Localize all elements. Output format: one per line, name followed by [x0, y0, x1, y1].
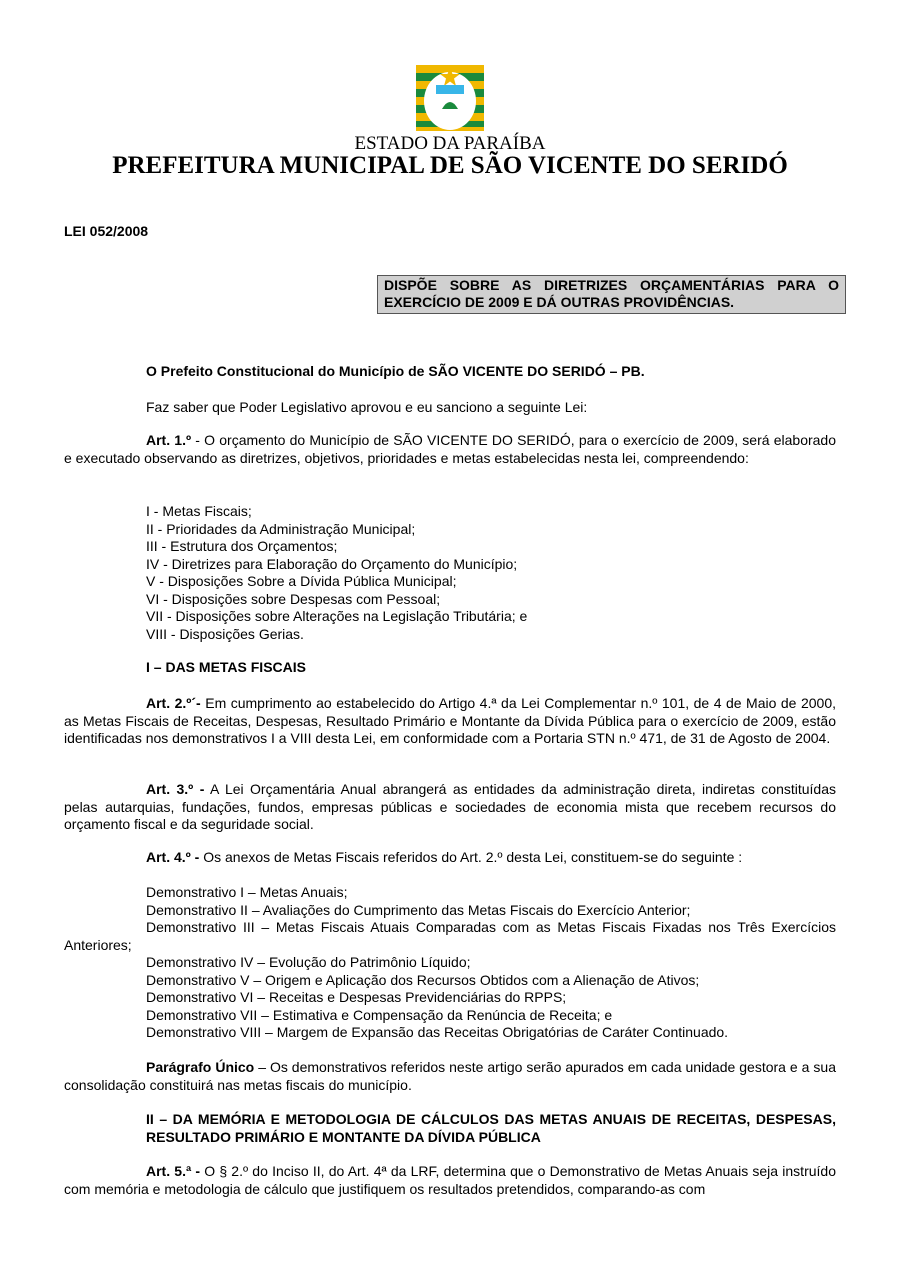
- article-label: Art. 3.º -: [146, 781, 205, 797]
- paragraph-text: – Os demonstrativos referidos neste artigo serão apurados em cada unidade gestora e a sua consolidação constituirá nas metas fiscais do município.: [64, 1059, 836, 1093]
- municipality-title: PREFEITURA MUNICIPAL DE SÃO VICENTE DO SERIDÓ: [112, 152, 788, 179]
- article-label: Art. 1.º: [146, 432, 192, 448]
- article-3: [64, 781, 836, 834]
- law-number: LEI 052/2008: [64, 223, 149, 239]
- list-item: Demonstrativo III – Metas Fiscais Atuais Comparadas com as Metas Fiscais Fixadas nos Três Exercícios Anteriores;: [64, 919, 836, 953]
- section-heading: I – DAS METAS FISCAIS: [146, 659, 306, 675]
- list-item: Demonstrativo V – Origem e Aplicação dos Recursos Obtidos com a Alienação de Ativos;: [146, 971, 700, 988]
- section-heading: II – DA MEMÓRIA E METODOLOGIA DE CÁLCULOS DAS METAS ANUAIS DE RECEITAS, DESPESAS, RESULTADO PRIMÁRIO E MONTANTE DA DÍVIDA PÚBLICA: [146, 1111, 836, 1145]
- article-4: [64, 849, 836, 867]
- article-label: Art. 4.º -: [146, 849, 200, 865]
- list-item: Demonstrativo IV – Evolução do Patrimônio Líquido;: [146, 954, 471, 970]
- article-text: Em cumprimento ao estabelecido do Artigo 4.ª da Lei Complementar n.º 101, de 4 de Maio de 2000, as Metas Fiscais de Receitas, Despesas, Resultado Primário e Montante da Dívida Pública para o exercício de 2009, estão identificadas nos demonstrativos I a VIII desta Lei, em conformidade com a Portaria STN n.º 471, de 31 de Agosto de 2004.: [64, 695, 836, 746]
- list-item: VIII - Disposições Gerias.: [146, 625, 304, 642]
- preamble: O Prefeito Constitucional do Município de SÃO VICENTE DO SERIDÓ – PB.: [146, 363, 645, 379]
- enactment-text: Faz saber que Poder Legislativo aprovou e eu sanciono a seguinte Lei:: [146, 399, 588, 415]
- list-item: II - Prioridades da Administração Municipal;: [146, 520, 416, 537]
- list-item: Demonstrativo II – Avaliações do Cumprimento das Metas Fiscais do Exercício Anterior;: [146, 901, 691, 918]
- state-name: ESTADO DA PARAÍBA: [354, 133, 546, 154]
- list-item: I - Metas Fiscais;: [146, 503, 252, 519]
- article-text: O § 2.º do Inciso II, do Art. 4ª da LRF, determina que o Demonstrativo de Metas Anuais seja instruído com memória e metodologia de cálculo que justifiquem os resultados pretendidos, comparando-as com: [64, 1163, 836, 1197]
- list-item: Demonstrativo VII – Estimativa e Compensação da Renúncia de Receita; e: [146, 1006, 613, 1023]
- paragraph-label: Parágrafo Único: [146, 1059, 255, 1075]
- article-text: Os anexos de Metas Fiscais referidos do Art. 2.º desta Lei, constituem-se do seguinte :: [199, 849, 743, 865]
- coat-of-arms-logo: [416, 65, 484, 131]
- article-1: [64, 432, 836, 467]
- article-1-list: [146, 503, 836, 643]
- list-item: VII - Disposições sobre Alterações na Legislação Tributária; e: [146, 608, 528, 624]
- article-text: A Lei Orçamentária Anual abrangerá as entidades da administração direta, indiretas constituídas pelas autarquias, fundações, fundos, empresas públicas e sociedades de economia mista que recebem recursos do orçamento fiscal e da seguridade social.: [64, 781, 836, 832]
- law-summary-box: DISPÕE SOBRE AS DIRETRIZES ORÇAMENTÁRIAS PARA O EXERCÍCIO DE 2009 E DÁ OUTRAS PROVIDÊNCIAS.: [377, 275, 846, 314]
- list-item: V - Disposições Sobre a Dívida Pública Municipal;: [146, 573, 457, 589]
- article-text: - O orçamento do Município de SÃO VICENTE DO SERIDÓ, para o exercício de 2009, será elaborado e executado observando as diretrizes, objetivos, prioridades e metas estabelecidas nesta lei, compreendendo:: [64, 432, 836, 466]
- article-4-list: [64, 884, 836, 1042]
- list-item: IV - Diretrizes para Elaboração do Orçamento do Município;: [146, 555, 518, 572]
- list-item: III - Estrutura dos Orçamentos;: [146, 538, 338, 554]
- list-item: VI - Disposições sobre Despesas com Pessoal;: [146, 590, 441, 607]
- list-item: Demonstrativo VIII – Margem de Expansão das Receitas Obrigatórias de Caráter Continuado.: [146, 1024, 729, 1040]
- paragrafo-unico: [64, 1059, 836, 1094]
- article-label: Art. 5.ª -: [146, 1163, 201, 1179]
- article-2: [64, 695, 836, 748]
- article-5: [64, 1163, 836, 1198]
- article-label: Art. 2.º´-: [146, 695, 201, 711]
- list-item: Demonstrativo VI – Receitas e Despesas Previdenciárias do RPPS;: [146, 989, 567, 1005]
- list-item: Demonstrativo I – Metas Anuais;: [146, 884, 348, 900]
